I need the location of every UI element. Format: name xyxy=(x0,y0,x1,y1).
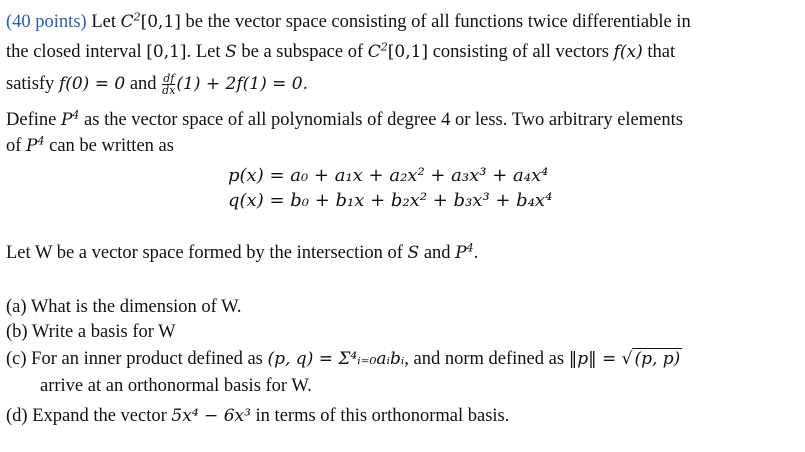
p4-symbol: $P^4$ xyxy=(455,241,474,263)
p4-symbol: $P^4$ xyxy=(26,134,45,156)
norm-formula: ‖p‖ = xyxy=(568,349,622,369)
define-text-c: of xyxy=(6,136,27,156)
define-text-d: can be written as xyxy=(44,136,174,156)
p4-symbol: $P^4$ xyxy=(60,108,80,130)
points-label: (40 points) xyxy=(6,12,87,32)
interval: [0,1] xyxy=(146,42,187,62)
intro-text-2: the closed interval xyxy=(6,42,147,62)
derivative-fraction: $\frac{df}{dx}$ xyxy=(162,72,176,98)
subspace-symbol: S xyxy=(225,42,237,62)
condition-2: (1) + 2f(1) = 0. xyxy=(176,74,308,94)
problem-line-3 xyxy=(6,72,799,96)
part-c-cont: arrive at an orthonormal basis for W. xyxy=(40,376,312,396)
w-definition xyxy=(6,241,799,265)
problem-line-1 xyxy=(6,10,799,34)
w-and-text: and xyxy=(419,243,456,263)
c2-symbol: $C^2$ xyxy=(367,40,388,62)
and-text: and xyxy=(125,74,162,94)
sqrt-expression: √ (p, p) xyxy=(621,349,681,369)
intro-text-2c: be a subspace of xyxy=(236,42,368,62)
part-a: (a) What is the dimension of W. xyxy=(6,297,242,317)
w-text: Let W be a vector space formed by the intersection of xyxy=(6,243,408,263)
subspace-symbol: S xyxy=(407,243,420,263)
define-text: Define xyxy=(6,110,61,130)
problem-line-5 xyxy=(6,134,799,158)
w-period: . xyxy=(473,243,479,263)
intro-text-2e: that xyxy=(642,42,676,62)
inner-product-formula: (p, q) = Σ⁴ᵢ₌₀aᵢbᵢ xyxy=(267,349,405,369)
problem-line-2 xyxy=(6,40,799,64)
part-c-mid: , and norm defined as xyxy=(404,349,569,369)
intro-text-2d: consisting of all vectors xyxy=(428,42,614,62)
part-c xyxy=(6,347,799,371)
condition-1: f(0) = 0 xyxy=(58,74,126,94)
intro-text: Let xyxy=(86,12,121,32)
vector-expression: 5x⁴ − 6x³ xyxy=(171,406,251,426)
satisfy-text: satisfy xyxy=(6,74,59,94)
part-d xyxy=(6,404,799,428)
function-symbol: f(x) xyxy=(613,42,643,62)
part-d-end: in terms of this orthonormal basis. xyxy=(250,406,510,426)
part-d-text: (d) Expand the vector xyxy=(6,406,172,426)
part-b: (b) Write a basis for W xyxy=(6,322,176,342)
intro-text-cont: be the vector space consisting of all functions twice differentiable in xyxy=(180,12,691,32)
equation-p: p(x) = a₀ + a₁x + a₂x² + a₃x³ + a₄x⁴ xyxy=(228,165,549,186)
equation-q: q(x) = b₀ + b₁x + b₂x² + b₃x³ + b₄x⁴ xyxy=(228,190,553,211)
intro-text-2b: . Let xyxy=(186,42,226,62)
problem-line-4 xyxy=(6,108,799,132)
define-text-cont: as the vector space of all polynomials of degree 4 or less. Two arbitrary elements xyxy=(79,110,683,130)
interval: [0,1] xyxy=(387,42,429,62)
part-c-text: (c) For an inner product defined as xyxy=(6,349,268,369)
c2-symbol: $C^2$ xyxy=(120,10,141,32)
interval: [0,1] xyxy=(140,12,181,32)
